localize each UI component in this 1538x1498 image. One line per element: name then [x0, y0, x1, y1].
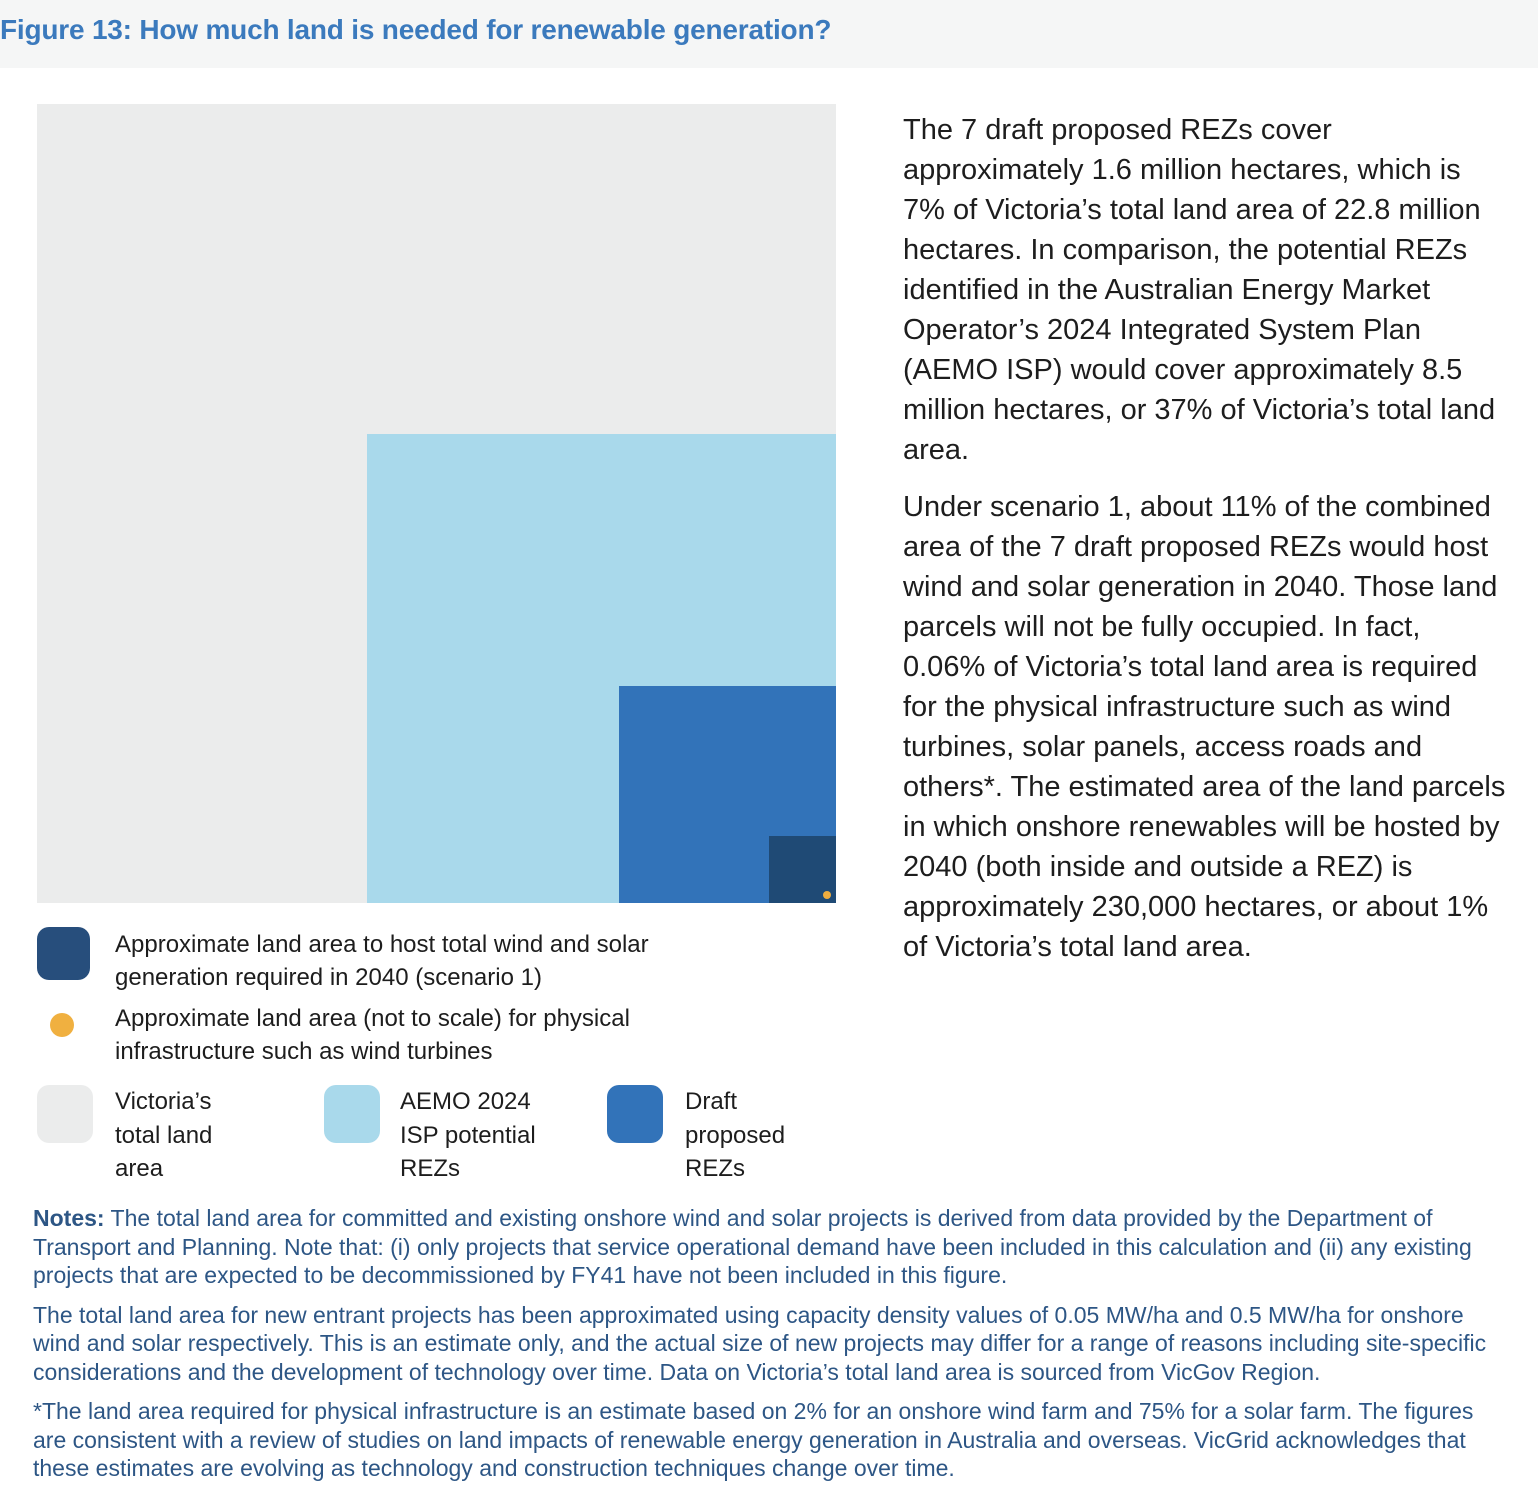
paragraph-1: The 7 draft proposed REZs cover approximately 1.6 million hectares, which is 7% of Victoria’s total land area of 22.8 million hectares. In comparison, the potential REZs identified in the Australian Energy Market Operator’s 2024 Integrated System Plan (AEMO ISP) would cover approximately 8.5 million hectares, or 37% of Victoria’s total land area. — [903, 114, 1496, 466]
legend-label-infrastructure: Approximate land area (not to scale) for physical infrastructure such as wind turbines — [115, 1005, 630, 1065]
body-text-column — [903, 110, 1508, 984]
legend-swatch-infrastructure-dot — [50, 1013, 74, 1037]
legend-swatch-draft-rezs — [607, 1085, 663, 1143]
notes-paragraph-3: *The land area required for physical infrastructure is an estimate based on 2% for an onshore wind farm and 75% for a solar farm. The figures are consistent with a review of studies on land impacts of renewable energy generation in Australia and overseas. VicGrid acknowledges that these estimates are evolving as technology and construction techniques change over time. — [33, 1398, 1474, 1481]
figure-title: Figure 13: How much land is needed for renewable generation? — [0, 14, 832, 45]
legend-swatch-generation-2040 — [37, 927, 90, 980]
land-area-chart — [37, 104, 836, 903]
legend-swatch-aemo-isp-rezs — [324, 1085, 380, 1143]
notes-paragraph-1 — [33, 1204, 1501, 1290]
legend-label-victoria-total: Victoria’s total land area — [115, 1088, 213, 1182]
legend-swatch-victoria-total — [37, 1085, 93, 1143]
notes-paragraph-1-text: The total land area for committed and existing onshore wind and solar projects is derived from data provided by the Department of Transport and Planning. Note that: (i) only projects that service operational demand have been included in this calculation and (ii) any existing projects that are expected to be decommissioned by FY41 have not been included in this figure. — [33, 1205, 1472, 1288]
figure-title-bar — [0, 0, 1538, 68]
legend-label-aemo-isp-rezs: AEMO 2024 ISP potential REZs — [400, 1088, 536, 1182]
legend-label-generation-2040: Approximate land area to host total wind and solar generation required in 2040 (scenario 1) — [115, 931, 649, 991]
notes-paragraph-2: The total land area for new entrant projects has been approximated using capacity density values of 0.05 MW/ha and 0.5 MW/ha for onshore wind and solar respectively. This is an estimate only, and the actual size of new projects may differ for a range of reasons including site-specific considerations and the development of technology over time. Data on Victoria’s total land area is sourced from VicGov Region. — [33, 1301, 1487, 1385]
infrastructure-dot — [823, 891, 831, 899]
notes-label: Notes: — [33, 1205, 105, 1231]
legend-label-draft-rezs: Draft proposed REZs — [685, 1088, 786, 1182]
paragraph-2: Under scenario 1, about 11% of the combined area of the 7 draft proposed REZs would host wind and solar generation in 2040. Those land parcels will not be fully occupied. In fact, 0.06% of Victoria’s total land area is required for the physical infrastructure such as wind turbines, solar panels, access roads and others*. The estimated area of the land parcels in which onshore renewables will be hosted by 2040 (both inside and outside a REZ) is approximately 230,000 hectares, or about 1% of Victoria’s total land area. — [903, 491, 1506, 963]
notes-section — [33, 1204, 1501, 1494]
